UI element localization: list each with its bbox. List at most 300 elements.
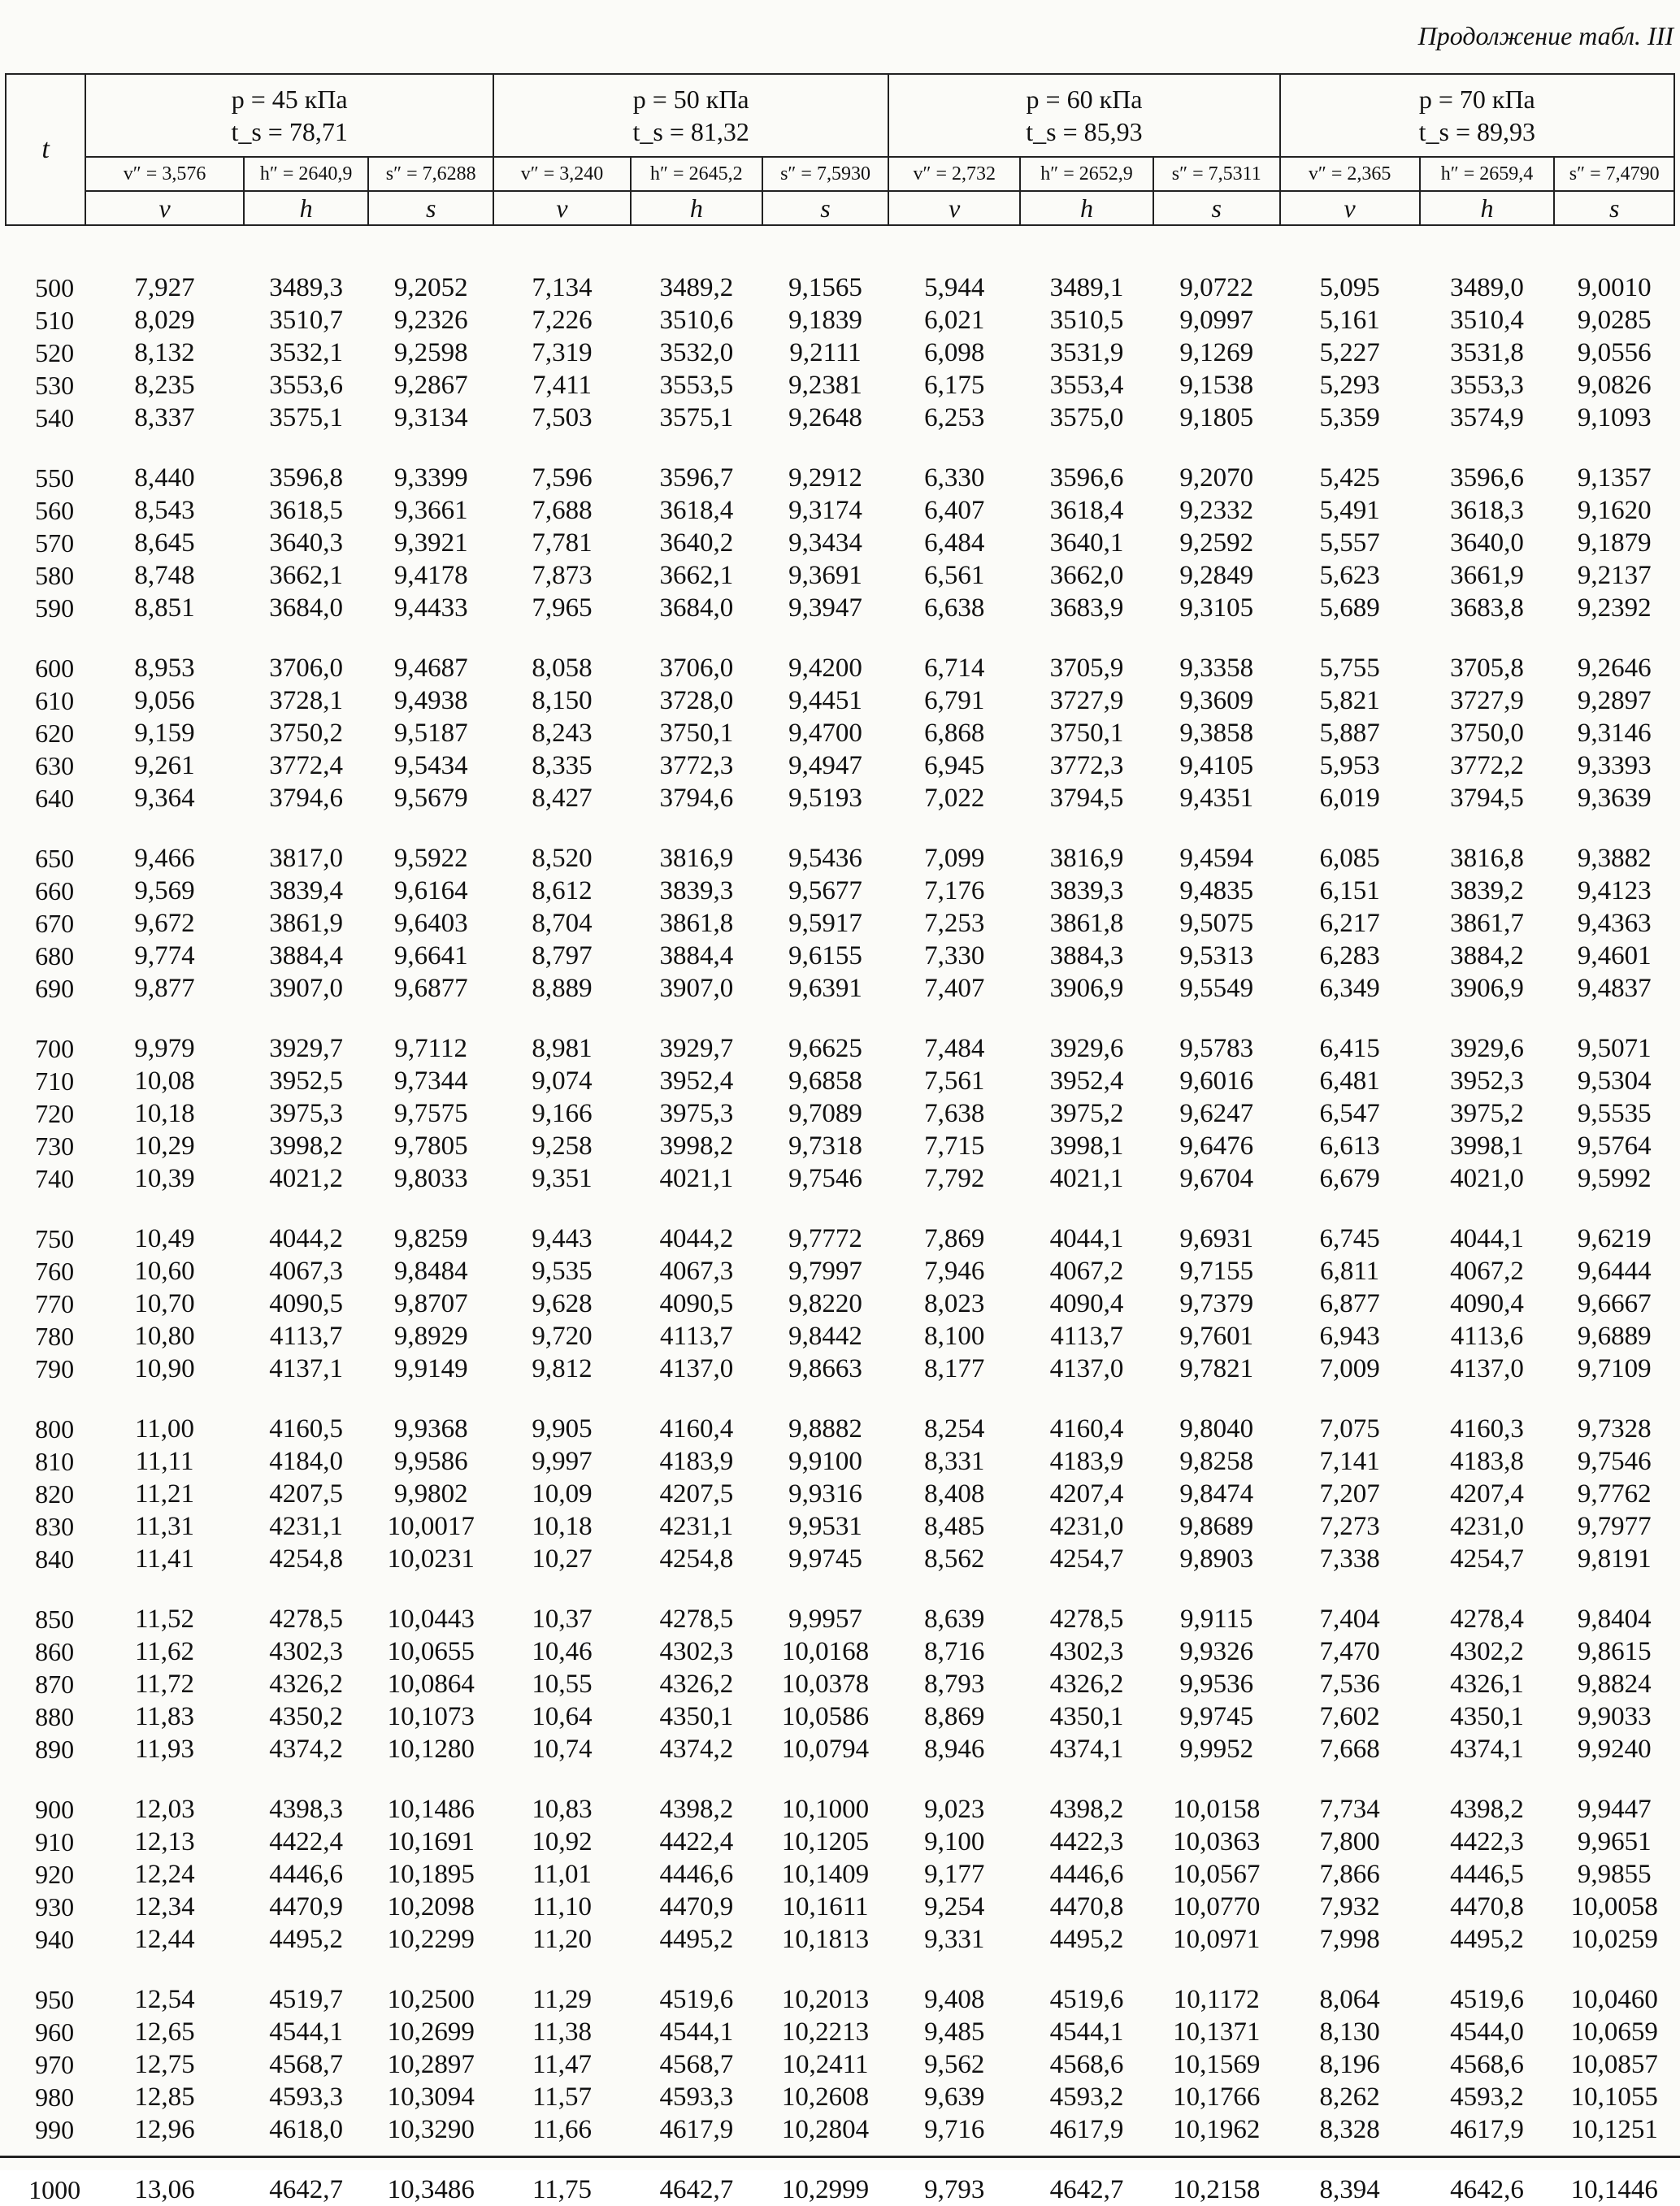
h-cell: 3816,9 (1049, 843, 1124, 873)
s-cell: 9,2111 (789, 337, 862, 367)
table-row (6, 1510, 1674, 1543)
h-cell: 4113,6 (1450, 1321, 1524, 1351)
v-cell: 6,415 (1319, 1033, 1380, 1063)
v-cell: 5,293 (1319, 370, 1380, 400)
s-cell: 10,2411 (782, 2049, 869, 2079)
v-cell: 8,889 (532, 973, 593, 1003)
v-cell: 12,65 (134, 2017, 195, 2047)
v-column-header: v (1280, 191, 1420, 225)
saturated-s-header: s″ = 7,5930 (762, 157, 889, 191)
h-cell: 4021,0 (1450, 1163, 1524, 1193)
v-cell: 6,085 (1319, 843, 1380, 873)
temperature-cell: 540 (35, 402, 75, 432)
temperature-cell: 720 (35, 1098, 75, 1128)
v-cell: 6,019 (1319, 783, 1380, 813)
v-cell: 7,932 (1319, 1891, 1380, 1922)
v-cell: 7,330 (924, 940, 985, 971)
group-gap (6, 2146, 1674, 2173)
h-cell: 3575,1 (659, 402, 734, 432)
saturated-s-header: s″ = 7,4790 (1554, 157, 1674, 191)
s-cell: 10,0659 (1570, 2017, 1658, 2047)
s-cell: 9,9368 (393, 1413, 468, 1444)
v-cell: 7,141 (1319, 1446, 1380, 1476)
s-cell: 9,8929 (393, 1321, 468, 1351)
h-cell: 3952,4 (659, 1066, 734, 1096)
h-cell: 4617,9 (659, 2114, 734, 2144)
v-cell: 8,328 (1319, 2114, 1380, 2144)
s-cell: 9,4363 (1577, 908, 1652, 938)
table-row (6, 2173, 1674, 2206)
h-cell: 3618,4 (659, 495, 734, 525)
v-cell: 6,407 (924, 495, 985, 525)
s-cell: 9,3393 (1577, 750, 1652, 780)
s-cell: 9,3947 (788, 593, 862, 623)
s-cell: 9,2867 (393, 370, 468, 400)
s-cell: 9,8824 (1577, 1669, 1652, 1699)
s-cell: 9,5677 (788, 875, 862, 905)
s-cell: 9,5313 (1179, 940, 1254, 971)
h-cell: 4350,1 (1450, 1701, 1524, 1731)
s-cell: 10,1486 (387, 1794, 475, 1824)
v-cell: 11,21 (135, 1479, 195, 1509)
table-row (6, 2081, 1674, 2113)
h-cell: 3575,0 (1049, 402, 1124, 432)
h-cell: 3575,1 (269, 402, 343, 432)
table-row (6, 1543, 1674, 1575)
temperature-cell: 810 (35, 1446, 75, 1476)
temperature-cell: 870 (35, 1669, 75, 1699)
table-row (6, 1923, 1674, 1956)
v-cell: 11,38 (532, 2017, 592, 2047)
temperature-cell: 910 (35, 1826, 75, 1856)
table-row (6, 1478, 1674, 1510)
v-cell: 10,29 (134, 1131, 195, 1161)
v-cell: 6,484 (924, 528, 985, 558)
h-cell: 3952,4 (1049, 1066, 1124, 1096)
table-row (6, 940, 1674, 972)
h-cell: 4207,5 (659, 1479, 734, 1509)
v-cell: 7,207 (1319, 1479, 1380, 1509)
h-cell: 3596,7 (659, 462, 734, 493)
v-cell: 12,75 (134, 2049, 195, 2079)
v-cell: 9,364 (134, 783, 195, 813)
h-cell: 3727,9 (1049, 685, 1124, 715)
s-cell: 9,3639 (1577, 783, 1652, 813)
s-cell: 10,2608 (781, 2082, 870, 2112)
v-cell: 8,440 (134, 462, 195, 493)
s-cell: 9,7328 (1577, 1413, 1652, 1444)
s-cell: 9,1357 (1577, 462, 1652, 493)
h-cell: 3618,5 (269, 495, 343, 525)
s-cell: 9,4123 (1577, 875, 1652, 905)
v-cell: 9,774 (134, 940, 195, 971)
v-cell: 7,484 (924, 1033, 985, 1063)
s-cell: 9,6889 (1577, 1321, 1652, 1351)
v-cell: 8,427 (532, 783, 593, 813)
s-cell: 9,4594 (1179, 843, 1254, 873)
s-cell: 10,2158 (1173, 2174, 1261, 2204)
s-cell: 10,0567 (1173, 1859, 1261, 1889)
h-cell: 3839,2 (1450, 875, 1524, 905)
table-row (6, 1097, 1674, 1130)
s-cell: 9,9586 (393, 1446, 468, 1476)
h-cell: 4593,3 (659, 2082, 734, 2112)
temperature-cell: 650 (35, 843, 75, 873)
h-cell: 4398,2 (1049, 1794, 1124, 1824)
v-cell: 8,543 (134, 495, 195, 525)
s-cell: 9,4837 (1577, 973, 1652, 1003)
h-cell: 3661,9 (1450, 560, 1524, 590)
h-cell: 4021,2 (269, 1163, 343, 1193)
v-cell: 8,150 (532, 685, 593, 715)
h-cell: 4067,3 (659, 1256, 734, 1286)
h-cell: 4470,9 (659, 1891, 734, 1922)
s-cell: 9,4835 (1179, 875, 1254, 905)
h-cell: 4544,1 (1049, 2017, 1124, 2047)
v-cell: 9,056 (134, 685, 195, 715)
h-cell: 3772,2 (1450, 750, 1524, 780)
h-cell: 3794,6 (659, 783, 734, 813)
s-cell: 9,5434 (393, 750, 468, 780)
group-gap (6, 814, 1674, 842)
v-cell: 10,74 (532, 1734, 593, 1764)
v-cell: 5,689 (1319, 593, 1380, 623)
group-gap (6, 1005, 1674, 1032)
h-cell: 4207,5 (269, 1479, 343, 1509)
h-cell: 4231,0 (1049, 1511, 1124, 1541)
s-cell: 10,0770 (1173, 1891, 1261, 1922)
table-row (6, 304, 1674, 337)
h-cell: 4544,0 (1450, 2017, 1524, 2047)
table-row (6, 494, 1674, 527)
v-cell: 9,535 (532, 1256, 593, 1286)
temperature-cell: 840 (35, 1544, 75, 1574)
s-cell: 9,9651 (1577, 1826, 1652, 1856)
v-cell: 8,639 (924, 1604, 985, 1634)
table-row (6, 1065, 1674, 1097)
h-cell: 4278,5 (659, 1604, 734, 1634)
s-cell: 10,2500 (387, 1984, 475, 2014)
pressure-label: p = 70 кПа (1418, 85, 1535, 114)
saturated-h-header: h″ = 2659,4 (1420, 157, 1555, 191)
s-cell: 10,2804 (781, 2114, 870, 2144)
v-cell: 9,159 (134, 718, 195, 748)
s-cell: 9,7089 (788, 1098, 862, 1128)
s-cell: 9,3858 (1179, 718, 1254, 748)
temperature-cell: 550 (35, 462, 75, 493)
saturated-h-header: h″ = 2640,9 (244, 157, 369, 191)
bottom-rule (0, 2156, 1680, 2158)
v-cell: 8,748 (134, 560, 195, 590)
h-cell: 3510,7 (269, 305, 343, 335)
h-cell: 4113,7 (269, 1321, 343, 1351)
v-column-header: v (493, 191, 631, 225)
h-cell: 4422,4 (659, 1826, 734, 1856)
h-cell: 3750,1 (1049, 718, 1124, 748)
table-row (6, 559, 1674, 592)
h-cell: 3772,3 (1049, 750, 1124, 780)
temperature-cell: 960 (35, 2017, 75, 2047)
v-cell: 5,944 (924, 272, 985, 302)
h-cell: 4398,2 (1450, 1794, 1524, 1824)
s-cell: 9,0556 (1577, 337, 1652, 367)
v-cell: 8,177 (924, 1353, 985, 1383)
gap-cell (6, 434, 1674, 462)
h-cell: 4021,1 (1049, 1163, 1124, 1193)
v-cell: 7,734 (1319, 1794, 1380, 1824)
group-gap (6, 1765, 1674, 1793)
s-cell: 9,5193 (788, 783, 862, 813)
h-cell: 3975,3 (659, 1098, 734, 1128)
v-cell: 8,029 (134, 305, 195, 335)
s-cell: 10,1055 (1570, 2082, 1658, 2112)
table-header (6, 74, 1674, 225)
h-cell: 3906,9 (1450, 973, 1524, 1003)
h-cell: 4113,7 (1050, 1321, 1123, 1351)
s-cell: 10,2213 (781, 2017, 870, 2047)
s-cell: 9,3434 (788, 528, 862, 558)
v-cell: 6,679 (1319, 1163, 1380, 1193)
pressure-group-header (493, 74, 888, 157)
s-cell: 9,6155 (788, 940, 862, 971)
table-row (6, 1255, 1674, 1288)
h-cell: 3772,3 (659, 750, 734, 780)
h-cell: 4568,6 (1049, 2049, 1124, 2079)
h-cell: 4374,1 (1450, 1734, 1524, 1764)
h-cell: 3884,2 (1450, 940, 1524, 971)
v-cell: 8,331 (924, 1446, 985, 1476)
v-cell: 7,800 (1319, 1826, 1380, 1856)
saturated-v-header: v″ = 3,576 (85, 157, 244, 191)
temperature-cell: 770 (35, 1288, 75, 1318)
v-cell: 9,812 (532, 1353, 593, 1383)
s-cell: 9,4601 (1577, 940, 1652, 971)
v-cell: 10,80 (134, 1321, 195, 1351)
s-cell: 9,9745 (1179, 1701, 1254, 1731)
table-row (6, 1700, 1674, 1733)
pressure-group-header (888, 74, 1279, 157)
h-cell: 3861,8 (659, 908, 734, 938)
s-cell: 10,1446 (1570, 2174, 1658, 2204)
table-row (6, 717, 1674, 749)
v-cell: 8,869 (924, 1701, 985, 1731)
s-cell: 9,4938 (393, 685, 468, 715)
s-cell: 9,8033 (393, 1163, 468, 1193)
v-cell: 5,953 (1319, 750, 1380, 780)
temperature-cell: 980 (35, 2082, 75, 2112)
h-column-header: h (244, 191, 369, 225)
v-cell: 7,866 (1319, 1859, 1380, 1889)
v-cell: 6,638 (924, 593, 985, 623)
v-cell: 10,90 (134, 1353, 195, 1383)
v-cell: 11,83 (135, 1701, 195, 1731)
h-cell: 3861,8 (1049, 908, 1124, 938)
v-cell: 8,981 (532, 1033, 593, 1063)
table-row (6, 1413, 1674, 1445)
s-cell: 9,6247 (1179, 1098, 1254, 1128)
temperature-cell: 900 (35, 1794, 75, 1824)
s-cell: 10,0363 (1173, 1826, 1261, 1856)
h-cell: 4642,6 (1450, 2174, 1524, 2204)
s-cell: 9,7805 (393, 1131, 468, 1161)
s-cell: 9,9326 (1179, 1636, 1254, 1666)
temperature-cell: 760 (35, 1256, 75, 1286)
s-cell: 9,6016 (1179, 1066, 1254, 1096)
h-cell: 4350,2 (269, 1701, 343, 1731)
v-cell: 12,96 (134, 2114, 195, 2144)
h-cell: 4137,0 (1049, 1353, 1124, 1383)
v-cell: 8,716 (924, 1636, 985, 1666)
v-cell: 8,394 (1319, 2174, 1380, 2204)
v-cell: 6,021 (924, 305, 985, 335)
h-cell: 4617,9 (1450, 2114, 1524, 2144)
s-cell: 9,7601 (1179, 1321, 1254, 1351)
v-cell: 8,408 (924, 1479, 985, 1509)
t-column-header: t (6, 74, 85, 225)
s-cell: 9,6164 (393, 875, 468, 905)
h-cell: 4044,2 (659, 1223, 734, 1253)
gap-cell (6, 2146, 1674, 2173)
h-cell: 3489,1 (1049, 272, 1124, 302)
h-cell: 3510,4 (1450, 305, 1524, 335)
s-cell: 9,5075 (1179, 908, 1254, 938)
s-cell: 9,4351 (1179, 783, 1254, 813)
s-cell: 9,8484 (393, 1256, 468, 1286)
table-row (6, 1603, 1674, 1635)
h-cell: 4184,0 (269, 1446, 343, 1476)
temperature-cell: 620 (35, 718, 75, 748)
h-cell: 4350,1 (1049, 1701, 1124, 1731)
v-cell: 8,132 (134, 337, 195, 367)
v-cell: 6,945 (924, 750, 985, 780)
s-cell: 10,0586 (781, 1701, 870, 1731)
v-cell: 9,177 (924, 1859, 985, 1889)
v-cell: 11,20 (532, 1924, 592, 1954)
table-continuation-title: Продолжение табл. III (1417, 21, 1673, 50)
v-cell: 6,349 (1319, 973, 1380, 1003)
v-cell: 9,261 (134, 750, 195, 780)
s-cell: 9,9100 (788, 1446, 862, 1476)
v-cell: 8,562 (924, 1544, 985, 1574)
h-cell: 3727,9 (1450, 685, 1524, 715)
s-cell: 9,9745 (788, 1544, 862, 1574)
h-cell: 4374,1 (1049, 1734, 1124, 1764)
v-cell: 6,791 (924, 685, 985, 715)
h-cell: 3728,0 (659, 685, 734, 715)
v-cell: 7,927 (134, 272, 195, 302)
s-cell: 9,9240 (1577, 1734, 1652, 1764)
v-cell: 10,08 (134, 1066, 195, 1096)
s-column-header: s (368, 191, 493, 225)
h-cell: 4544,1 (269, 2017, 343, 2047)
s-cell: 9,1879 (1577, 528, 1652, 558)
h-cell: 4519,6 (659, 1984, 734, 2014)
s-cell: 9,6391 (788, 973, 862, 1003)
s-cell: 9,9115 (1180, 1604, 1253, 1634)
temperature-cell: 990 (35, 2114, 75, 2144)
s-cell: 10,0378 (781, 1669, 870, 1699)
s-cell: 9,5304 (1577, 1066, 1652, 1096)
h-cell: 3998,1 (1450, 1131, 1524, 1161)
s-cell: 9,8191 (1577, 1544, 1652, 1574)
v-cell: 9,569 (134, 875, 195, 905)
temperature-cell: 740 (35, 1163, 75, 1193)
v-cell: 12,13 (134, 1826, 195, 1856)
v-cell: 7,075 (1319, 1413, 1380, 1444)
v-cell: 5,755 (1319, 653, 1380, 683)
v-cell: 6,943 (1319, 1321, 1380, 1351)
s-cell: 10,1962 (1173, 2114, 1261, 2144)
temperature-cell: 1000 (28, 2174, 81, 2204)
temperature-cell: 860 (35, 1636, 75, 1666)
s-cell: 10,3094 (387, 2082, 475, 2112)
s-cell: 9,3174 (788, 495, 862, 525)
saturation-temp-label: t_s = 81,32 (632, 117, 749, 146)
s-cell: 9,6858 (788, 1066, 862, 1096)
v-cell: 9,254 (924, 1891, 985, 1922)
v-cell: 7,869 (924, 1223, 985, 1253)
s-cell: 9,8474 (1179, 1479, 1254, 1509)
h-cell: 4067,2 (1049, 1256, 1124, 1286)
h-cell: 4160,3 (1450, 1413, 1524, 1444)
v-column-header: v (85, 191, 244, 225)
v-cell: 9,672 (134, 908, 195, 938)
v-cell: 5,887 (1319, 718, 1380, 748)
table-row (6, 2016, 1674, 2048)
s-cell: 9,5992 (1577, 1163, 1652, 1193)
temperature-cell: 890 (35, 1734, 75, 1764)
temperature-cell: 730 (35, 1131, 75, 1161)
h-cell: 4398,3 (269, 1794, 343, 1824)
v-cell: 10,55 (532, 1669, 593, 1699)
v-cell: 12,44 (134, 1924, 195, 1954)
h-cell: 3662,0 (1049, 560, 1124, 590)
v-cell: 6,613 (1319, 1131, 1380, 1161)
h-cell: 3640,2 (659, 528, 734, 558)
s-cell: 10,2013 (781, 1984, 870, 2014)
s-cell: 9,3691 (788, 560, 862, 590)
s-cell: 9,2646 (1577, 653, 1652, 683)
h-cell: 3884,4 (269, 940, 343, 971)
v-cell: 7,998 (1319, 1924, 1380, 1954)
group-gap (6, 1385, 1674, 1413)
s-cell: 9,6219 (1577, 1223, 1652, 1253)
temperature-cell: 670 (35, 908, 75, 938)
s-cell: 10,0864 (387, 1669, 475, 1699)
s-cell: 10,0158 (1173, 1794, 1261, 1824)
saturated-v-header: v″ = 2,365 (1280, 157, 1420, 191)
s-cell: 9,5187 (393, 718, 468, 748)
temperature-cell: 580 (35, 560, 75, 590)
h-cell: 3510,5 (1049, 305, 1124, 335)
v-cell: 5,557 (1319, 528, 1380, 558)
v-cell: 8,254 (924, 1413, 985, 1444)
s-cell: 9,9952 (1179, 1734, 1254, 1764)
pressure-label: p = 50 кПа (632, 85, 749, 114)
s-cell: 9,7344 (393, 1066, 468, 1096)
v-cell: 6,098 (924, 337, 985, 367)
table-row (6, 1793, 1674, 1826)
h-cell: 3998,2 (269, 1131, 343, 1161)
gap-cell (6, 1005, 1674, 1032)
h-cell: 4398,2 (659, 1794, 734, 1824)
h-cell: 4544,1 (659, 2017, 734, 2047)
s-cell: 9,6625 (788, 1033, 862, 1063)
v-cell: 7,792 (924, 1163, 985, 1193)
h-cell: 4470,9 (269, 1891, 343, 1922)
s-cell: 9,2392 (1577, 593, 1652, 623)
table-row (6, 1032, 1674, 1065)
